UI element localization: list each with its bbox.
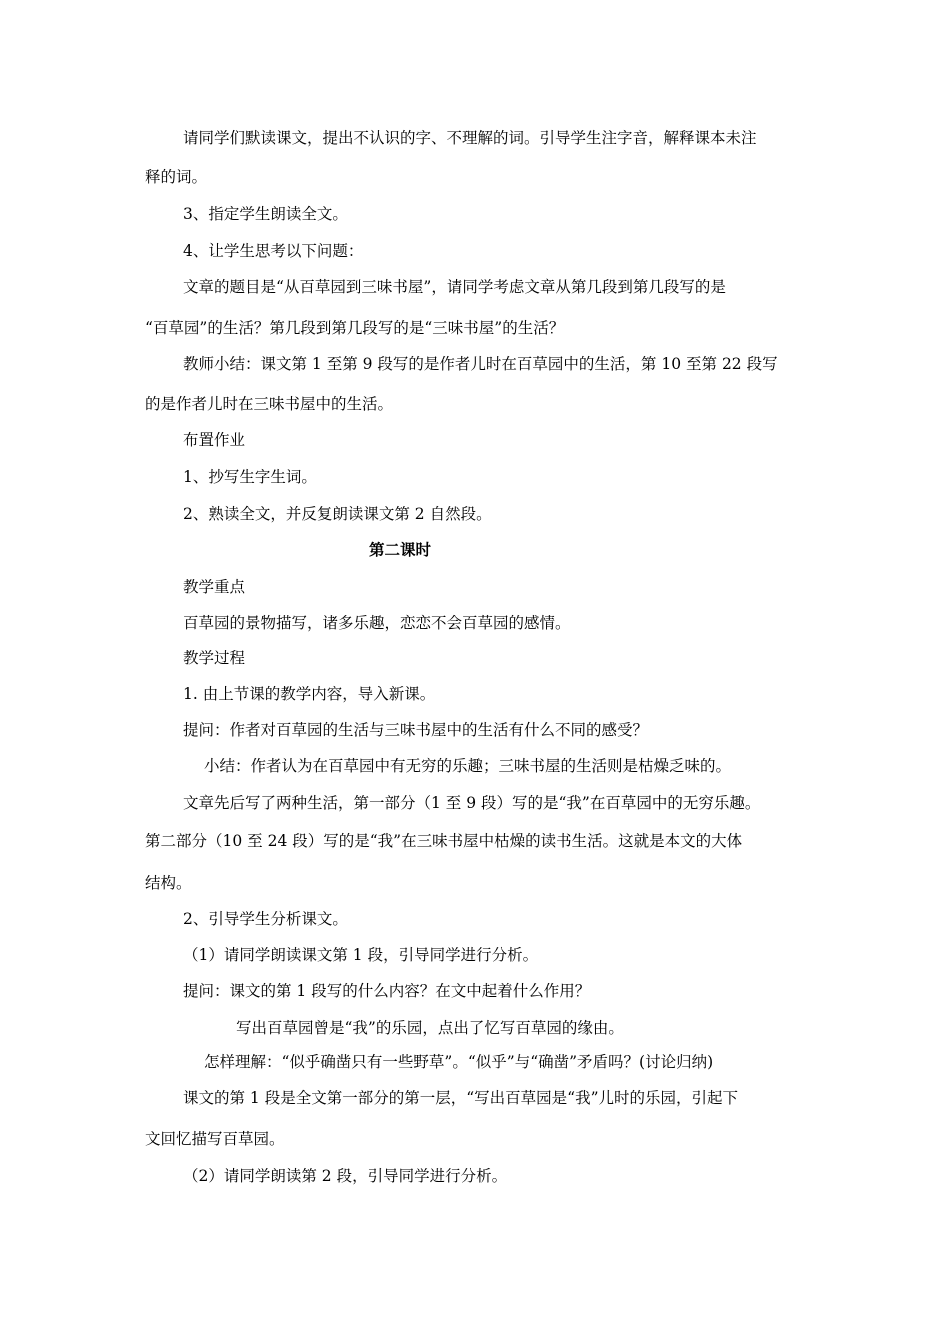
text-line: 写出百草园曾是“我”的乐园，点出了忆写百草园的缘由。 <box>236 1019 624 1037</box>
text-line: 1、抄写生字生词。 <box>183 468 317 486</box>
text-line: （2）请同学朗读第 2 段，引导同学进行分析。 <box>183 1167 508 1185</box>
text-line: 怎样理解：“似乎确凿只有一些野草”。“似乎”与“确凿”矛盾吗？(讨论归纳) <box>204 1053 714 1071</box>
text-line: 文回忆描写百草园。 <box>145 1130 285 1148</box>
section-heading: 教学过程 <box>183 649 246 667</box>
text-line: 文章的题目是“从百草园到三味书屋”，请同学考虑文章从第几段到第几段写的是 <box>183 278 726 296</box>
section-heading: 教学重点 <box>183 578 246 596</box>
text-line: 1. 由上节课的教学内容，导入新课。 <box>183 685 436 703</box>
text-line: 文章先后写了两种生活，第一部分（1 至 9 段）写的是“我”在百草园中的无穷乐趣。 <box>183 794 761 812</box>
text-line: 提问：作者对百草园的生活与三味书屋中的生活有什么不同的感受？ <box>183 721 649 739</box>
text-line: 4、让学生思考以下问题： <box>183 242 364 260</box>
text-line: 课文的第 1 段是全文第一部分的第一层，“写出百草园是“我”儿时的乐园，引起下 <box>183 1089 738 1107</box>
text-line: 教师小结：课文第 1 至第 9 段写的是作者儿时在百草园中的生活，第 10 至第 22 段写 <box>183 355 778 373</box>
text-line: 释的词。 <box>145 168 208 186</box>
text-line: 请同学们默读课文，提出不认识的字、不理解的词。引导学生注字音，解释课本未注 <box>183 129 757 147</box>
text-line: 小结：作者认为在百草园中有无穷的乐趣；三味书屋的生活则是枯燥乏味的。 <box>204 757 732 775</box>
text-line: 提问：课文的第 1 段写的什么内容？在文中起着什么作用？ <box>183 982 591 1000</box>
text-line: “百草园”的生活？第几段到第几段写的是“三味书屋”的生活？ <box>145 319 565 337</box>
text-line: 百草园的景物描写，诸多乐趣，恋恋不会百草园的感情。 <box>183 614 571 632</box>
text-line: 2、熟读全文，并反复朗读课文第 2 自然段。 <box>183 505 492 523</box>
text-line: 第二部分（10 至 24 段）写的是“我”在三味书屋中枯燥的读书生活。这就是本文的大体 <box>145 832 743 850</box>
text-line: 3、指定学生朗读全文。 <box>183 205 348 223</box>
text-line: 2、引导学生分析课文。 <box>183 910 348 928</box>
text-line: 的是作者儿时在三味书屋中的生活。 <box>145 395 394 413</box>
section-heading: 布置作业 <box>183 431 246 449</box>
lesson-title: 第二课时 <box>369 540 432 559</box>
text-line: 结构。 <box>145 874 192 892</box>
text-line: （1）请同学朗读课文第 1 段，引导同学进行分析。 <box>183 946 539 964</box>
